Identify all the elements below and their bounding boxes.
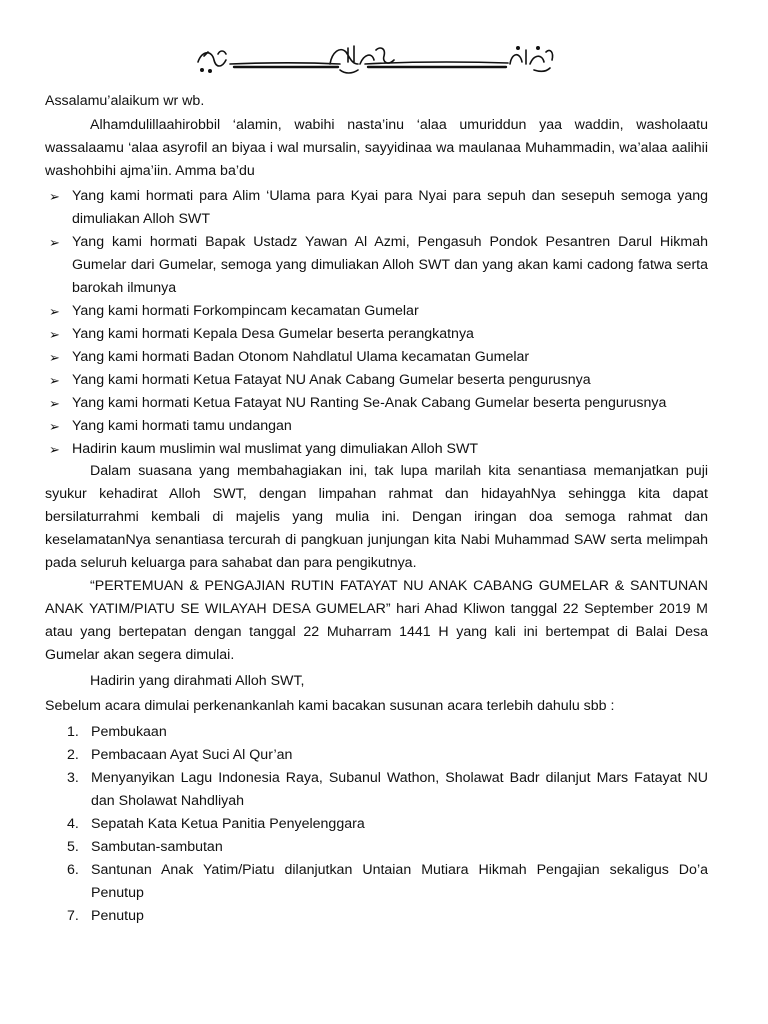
honorific-item <box>45 392 708 415</box>
arrow-bullet-icon: ➢ <box>49 189 60 204</box>
arrow-bullet-icon: ➢ <box>49 327 60 342</box>
agenda-item <box>45 905 708 928</box>
arrow-bullet-icon: ➢ <box>49 350 60 365</box>
honorific-text: Yang kami hormati Bapak Ustadz Yawan Al Azmi, Pengasuh Pondok Pesantren Darul Hikmah Gumelar dari Gumelar, semoga yang dimuliakan Alloh SWT dan yang akan kami cadong fatwa serta barokah ilmunya <box>72 234 708 296</box>
arrow-bullet-icon: ➢ <box>49 304 60 319</box>
agenda-list <box>45 721 708 928</box>
honorific-item <box>45 231 708 300</box>
basmalah-calligraphy <box>190 42 560 76</box>
honorific-text: Yang kami hormati tamu undangan <box>72 418 292 434</box>
opening-paragraph: Alhamdulillaahirobbil ‘alamin, wabihi nasta’inu ‘alaa umuriddun yaa waddin, washolaatu wassalaamu ‘alaa asyrofil an biyaa i wal mursalin, sayyidinaa wa maulanaa Muhammadin, wa’alaa aalihii washohbihi ajma’iin. Amma ba’du <box>45 117 708 179</box>
honorific-text: Yang kami hormati Kepala Desa Gumelar beserta perangkatnya <box>72 326 474 342</box>
honorific-item <box>45 415 708 438</box>
agenda-item <box>45 813 708 836</box>
honorific-text: Yang kami hormati Forkompincam kecamatan Gumelar <box>72 303 419 319</box>
honorific-text: Yang kami hormati Ketua Fatayat NU Ranting Se-Anak Cabang Gumelar beserta pengurusnya <box>72 395 667 411</box>
arrow-bullet-icon: ➢ <box>49 396 60 411</box>
agenda-item <box>45 767 708 813</box>
arrow-bullet-icon: ➢ <box>49 235 60 250</box>
agenda-number: 3. <box>67 770 79 786</box>
honorific-item <box>45 369 708 392</box>
honorific-item <box>45 346 708 369</box>
agenda-number: 4. <box>67 816 79 832</box>
honorifics-list <box>45 185 708 461</box>
honorific-text: Yang kami hormati Badan Otonom Nahdlatul Ulama kecamatan Gumelar <box>72 349 530 365</box>
honorific-text: Yang kami hormati para Alim ‘Ulama para Kyai para Nyai para sepuh dan sesepuh semoga yang dimuliakan Alloh SWT <box>72 188 708 227</box>
agenda-number: 7. <box>67 908 79 924</box>
paragraph-address: Hadirin yang dirahmati Alloh SWT, <box>90 673 305 689</box>
arrow-bullet-icon: ➢ <box>49 442 60 457</box>
honorific-item <box>45 323 708 346</box>
honorific-item <box>45 438 708 461</box>
agenda-text: Menyanyikan Lagu Indonesia Raya, Subanul Wathon, Sholawat Badr dilanjut Mars Fatayat NU dan Sholawat Nahdliyah <box>91 770 708 809</box>
honorific-item <box>45 185 708 231</box>
agenda-text: Penutup <box>91 908 144 924</box>
honorific-text: Yang kami hormati Ketua Fatayat NU Anak Cabang Gumelar beserta pengurusnya <box>72 372 591 388</box>
honorific-item <box>45 300 708 323</box>
paragraph-gratitude: Dalam suasana yang membahagiakan ini, tak lupa marilah kita senantiasa memanjatkan puji syukur kehadirat Alloh SWT, dengan limpahan rahmat dan hidayahNya sehingga kita dapat bersilaturrahmi kembali di majelis yang mulia ini. Dengan iringan doa semoga rahmat dan keselamatanNya senantiasa tercurah di pangkuan junjungan kita Nabi Muhammad SAW serta melimpah pada seluruh keluarga para sahabat dan para pengikutnya. <box>45 463 708 571</box>
agenda-text: Sepatah Kata Ketua Panitia Penyelenggara <box>91 816 365 832</box>
agenda-number: 1. <box>67 724 79 740</box>
agenda-number: 2. <box>67 747 79 763</box>
agenda-item <box>45 836 708 859</box>
agenda-text: Pembukaan <box>91 724 167 740</box>
greeting: Assalamu’alaikum wr wb. <box>45 93 205 109</box>
agenda-item <box>45 859 708 905</box>
paragraph-agenda-intro: Sebelum acara dimulai perkenankanlah kami bacakan susunan acara terlebih dahulu sbb : <box>45 698 615 714</box>
arrow-bullet-icon: ➢ <box>49 373 60 388</box>
agenda-number: 6. <box>67 862 79 878</box>
paragraph-event: “PERTEMUAN & PENGAJIAN RUTIN FATAYAT NU ANAK CABANG GUMELAR & SANTUNAN ANAK YATIM/PIATU SE WILAYAH DESA GUMELAR” hari Ahad Kliwon tanggal 22 September 2019 M atau yang bertepatan dengan tanggal 22 Muharram 1441 H yang kali ini bertempat di Balai Desa Gumelar akan segera dimulai. <box>45 578 708 663</box>
agenda-text: Santunan Anak Yatim/Piatu dilanjutkan Untaian Mutiara Hikmah Pengajian sekaligus Do’a Penutup <box>91 862 708 901</box>
agenda-text: Sambutan-sambutan <box>91 839 223 855</box>
arrow-bullet-icon: ➢ <box>49 419 60 434</box>
agenda-item <box>45 744 708 767</box>
agenda-text: Pembacaan Ayat Suci Al Qur’an <box>91 747 293 763</box>
honorific-text: Hadirin kaum muslimin wal muslimat yang dimuliakan Alloh SWT <box>72 441 479 457</box>
agenda-number: 5. <box>67 839 79 855</box>
agenda-item <box>45 721 708 744</box>
